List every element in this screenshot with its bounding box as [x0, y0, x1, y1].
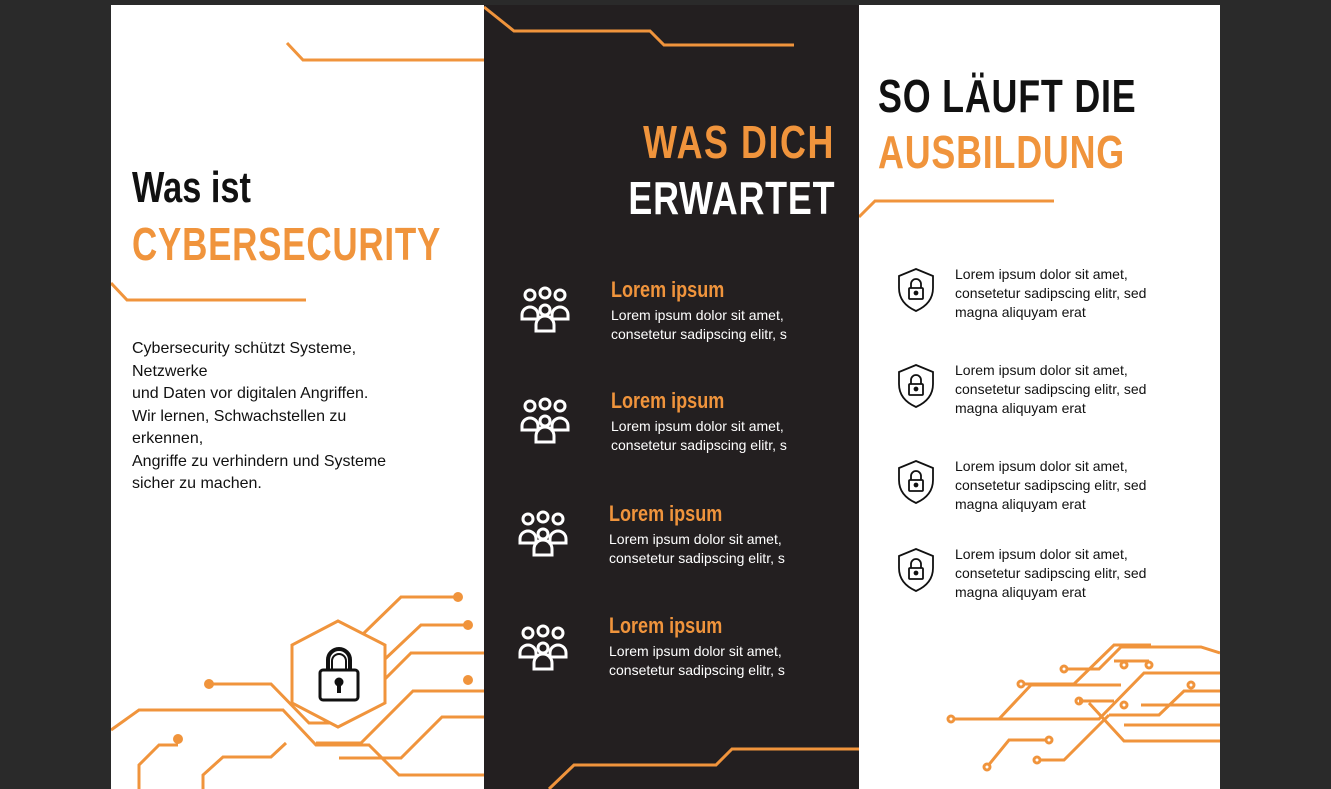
item-title: Lorem ipsum: [609, 613, 723, 638]
list-item: [859, 267, 1220, 337]
title-line-2: AUSBILDUNG: [878, 126, 1126, 178]
step-text: Lorem ipsum dolor sit amet, consetetur sadipscing elitr, sed magna aliquyam erat: [955, 458, 1147, 512]
shield-lock-icon: [895, 267, 937, 313]
item-title: Lorem ipsum: [611, 277, 725, 302]
list-item: [859, 459, 1220, 529]
panel-training-process: [859, 5, 1220, 789]
title-line-1: SO LÄUFT DIE: [878, 70, 1137, 122]
step-text: Lorem ipsum dolor sit amet, consetetur sadipscing elitr, sed magna aliquyam erat: [955, 546, 1147, 600]
title-line-1: WAS DICH: [643, 116, 835, 168]
people-group-icon: [516, 621, 570, 673]
list-item: [484, 613, 859, 693]
item-text: Lorem ipsum dolor sit amet, consetetur sadipscing elitr, s: [609, 643, 785, 678]
step-text: Lorem ipsum dolor sit amet, consetetur sadipscing elitr, sed magna aliquyam erat: [955, 362, 1147, 416]
list-item: [484, 277, 859, 357]
item-text: Lorem ipsum dolor sit amet, consetetur sadipscing elitr, s: [611, 418, 787, 453]
padlock-icon: [316, 644, 362, 702]
panel-what-to-expect: [484, 5, 859, 789]
list-item: [484, 388, 859, 468]
list-item: [859, 363, 1220, 433]
item-text: Lorem ipsum dolor sit amet, consetetur sadipscing elitr, s: [611, 307, 787, 342]
item-title: Lorem ipsum: [611, 388, 725, 413]
list-item: [484, 501, 859, 581]
panel-what-is-cybersecurity: [111, 5, 484, 789]
list-item: [859, 547, 1220, 617]
people-group-icon: [518, 394, 572, 446]
shield-lock-icon: [895, 547, 937, 593]
step-text: Lorem ipsum dolor sit amet, consetetur sadipscing elitr, sed magna aliquyam erat: [955, 266, 1147, 320]
shield-lock-icon: [895, 363, 937, 409]
item-title: Lorem ipsum: [609, 501, 723, 526]
shield-lock-icon: [895, 459, 937, 505]
title-line-2: CYBERSECURITY: [132, 218, 442, 270]
title-line-2: ERWARTET: [628, 172, 835, 224]
people-group-icon: [518, 283, 572, 335]
intro-paragraph: Cybersecurity schützt Systeme, Netzwerke und Daten vor digitalen Angriffen. Wir lernen, Schwachstellen zu erkennen, Angriffe zu verhindern und Systeme sicher zu machen.: [132, 340, 387, 492]
item-text: Lorem ipsum dolor sit amet, consetetur sadipscing elitr, s: [609, 531, 785, 566]
people-group-icon: [516, 507, 570, 559]
title-line-1: Was ist: [132, 163, 251, 212]
